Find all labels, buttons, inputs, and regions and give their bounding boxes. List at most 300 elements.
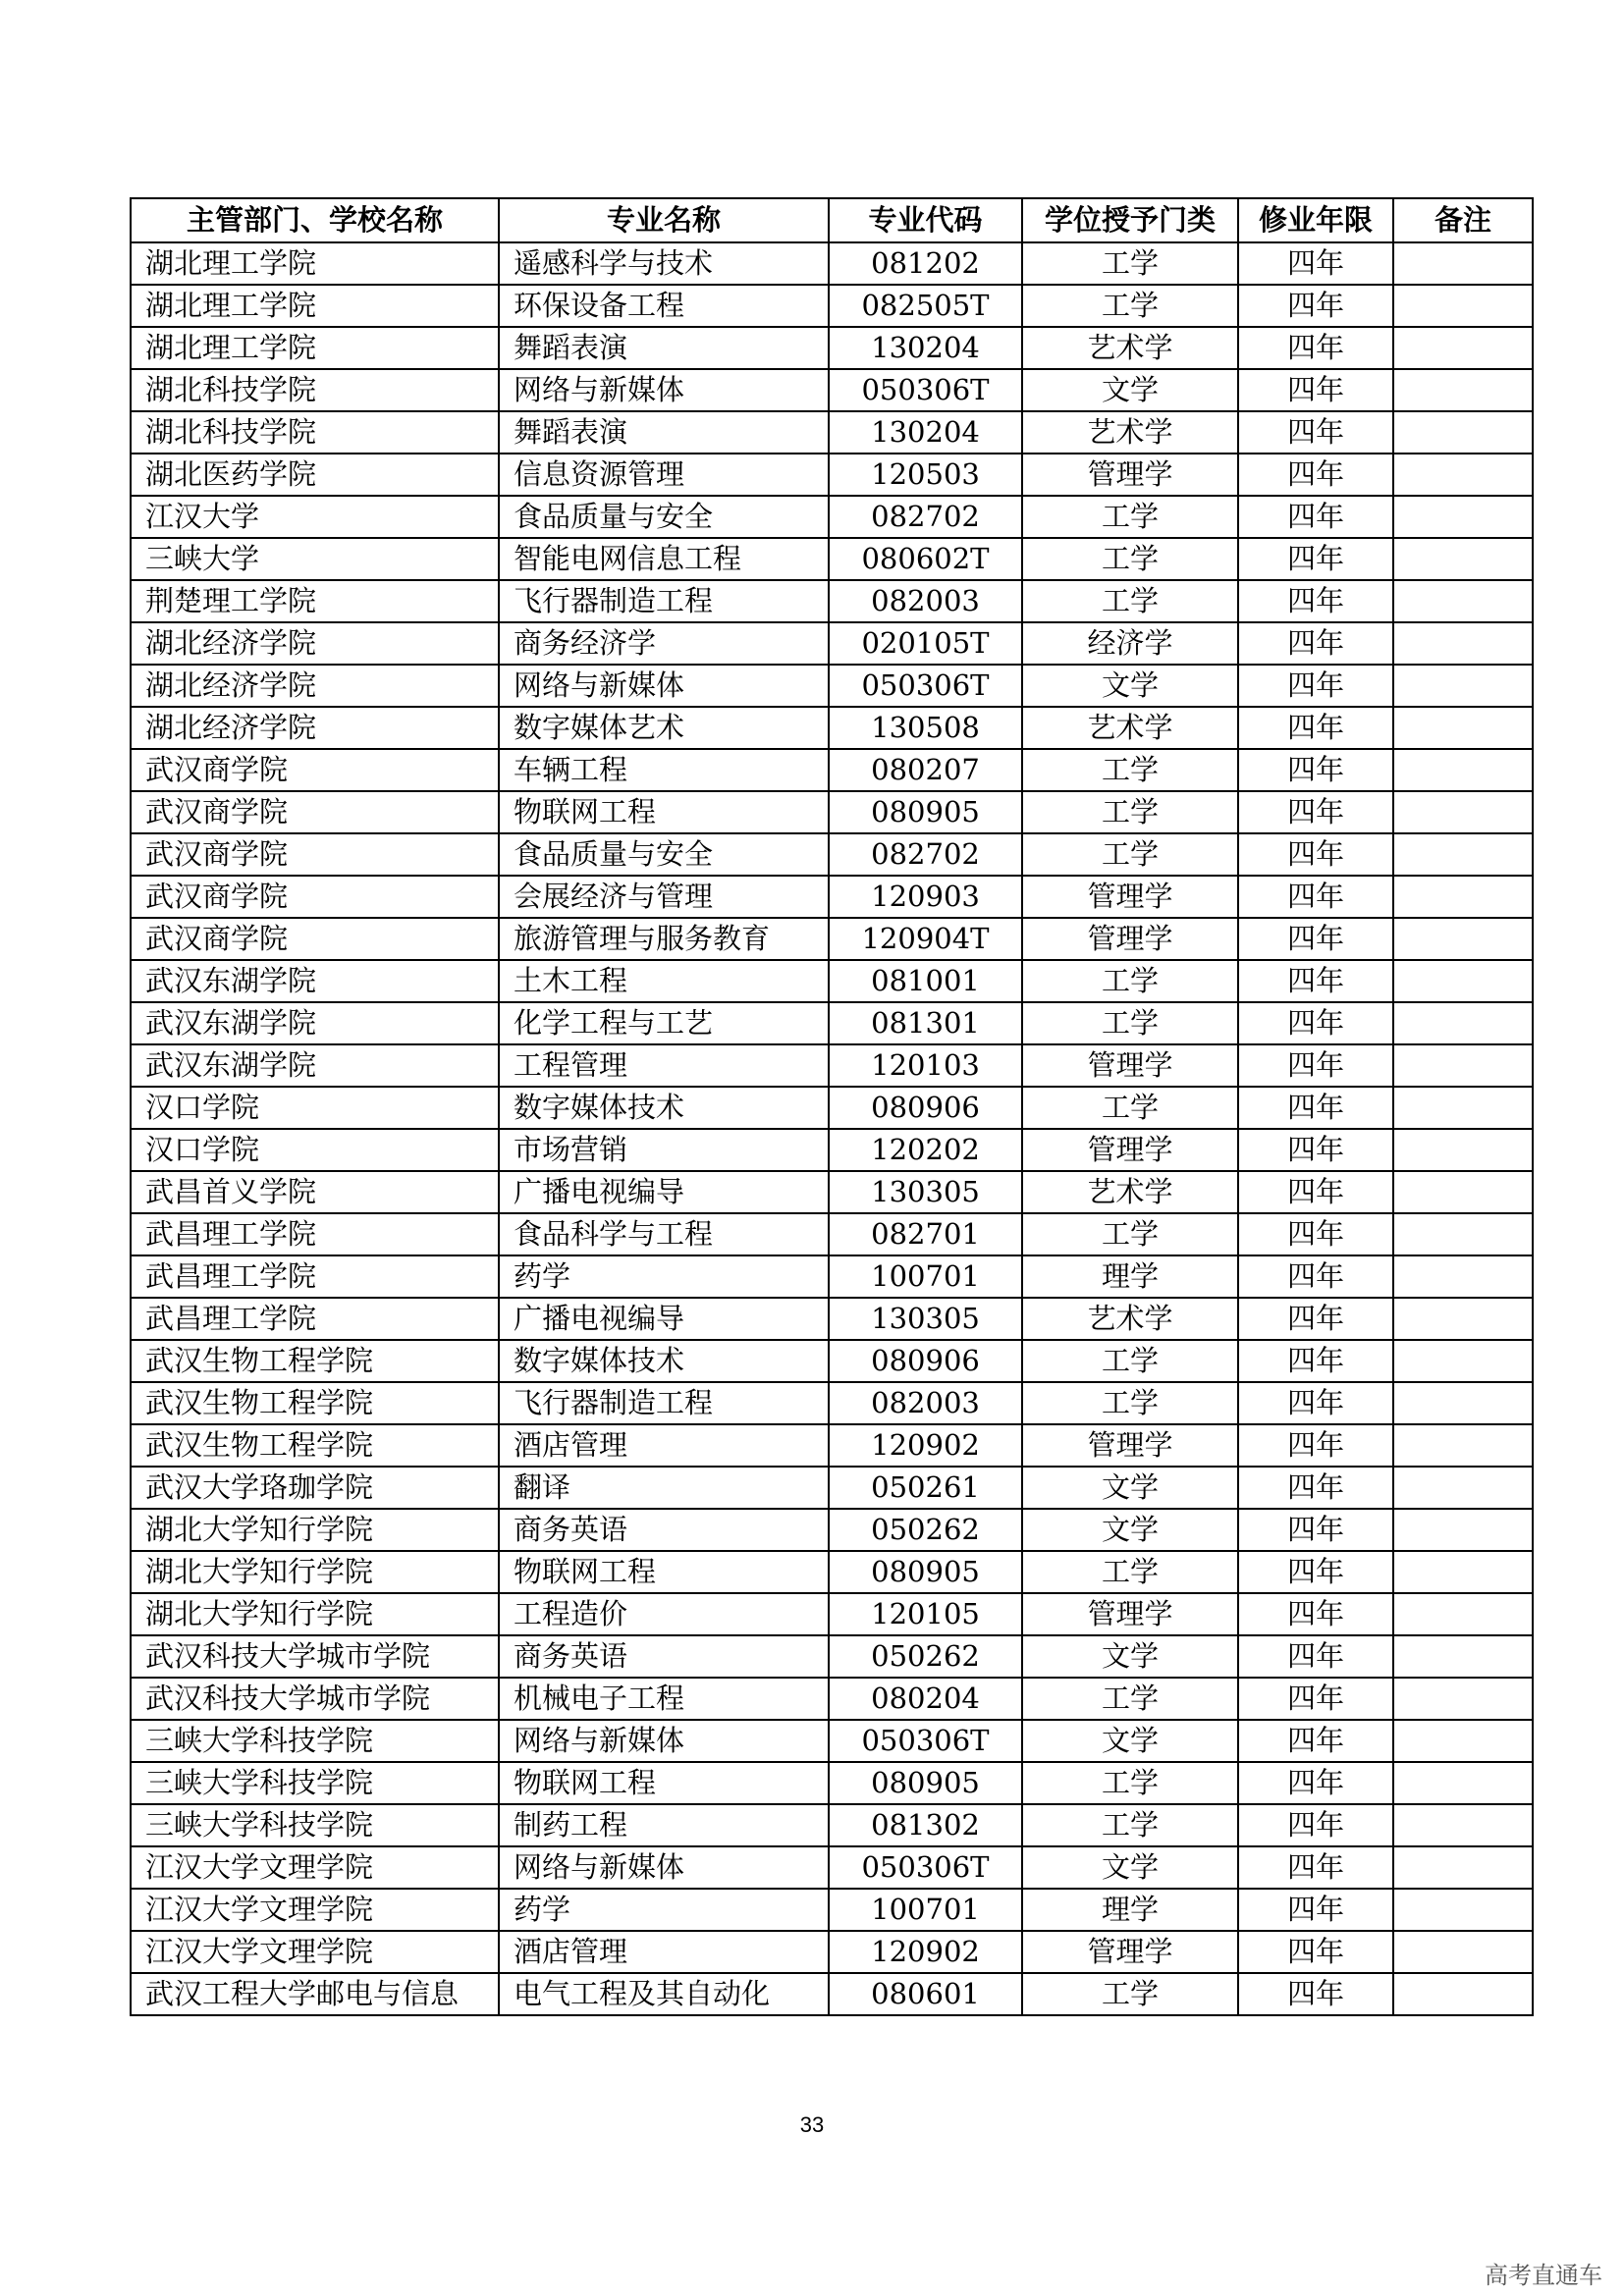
table-row: [131, 454, 1533, 496]
cell-degree: 工学: [1022, 1382, 1238, 1424]
cell-school: 武汉生物工程学院: [131, 1382, 499, 1424]
table-row: [131, 1467, 1533, 1509]
table-row: [131, 1635, 1533, 1678]
cell-years: 四年: [1238, 622, 1393, 665]
table-row: [131, 876, 1533, 918]
cell-code: 080602T: [829, 538, 1022, 580]
cell-degree: 管理学: [1022, 1424, 1238, 1467]
cell-remarks: [1393, 327, 1533, 369]
cell-school: 三峡大学: [131, 538, 499, 580]
cell-major: 环保设备工程: [499, 285, 829, 327]
cell-school: 武汉工程大学邮电与信息: [131, 1973, 499, 2015]
cell-school: 三峡大学科技学院: [131, 1804, 499, 1846]
cell-years: 四年: [1238, 1804, 1393, 1846]
cell-years: 四年: [1238, 960, 1393, 1002]
cell-remarks: [1393, 1551, 1533, 1593]
cell-major: 飞行器制造工程: [499, 1382, 829, 1424]
cell-degree: 艺术学: [1022, 327, 1238, 369]
table-row: [131, 1424, 1533, 1467]
cell-years: 四年: [1238, 538, 1393, 580]
table-row: [131, 1551, 1533, 1593]
cell-years: 四年: [1238, 1171, 1393, 1213]
cell-code: 081202: [829, 242, 1022, 285]
cell-years: 四年: [1238, 1087, 1393, 1129]
header-major: 专业名称: [499, 198, 829, 242]
header-degree: 学位授予门类: [1022, 198, 1238, 242]
cell-degree: 工学: [1022, 538, 1238, 580]
cell-years: 四年: [1238, 496, 1393, 538]
cell-code: 130204: [829, 411, 1022, 454]
cell-degree: 工学: [1022, 1551, 1238, 1593]
cell-degree: 文学: [1022, 665, 1238, 707]
cell-major: 工程造价: [499, 1593, 829, 1635]
cell-major: 商务英语: [499, 1509, 829, 1551]
cell-degree: 管理学: [1022, 918, 1238, 960]
cell-school: 武汉科技大学城市学院: [131, 1635, 499, 1678]
cell-code: 050306T: [829, 1846, 1022, 1889]
cell-school: 湖北科技学院: [131, 411, 499, 454]
cell-school: 湖北经济学院: [131, 707, 499, 749]
cell-major: 商务英语: [499, 1635, 829, 1678]
cell-school: 武汉商学院: [131, 749, 499, 791]
cell-school: 湖北医药学院: [131, 454, 499, 496]
table-row: [131, 1593, 1533, 1635]
cell-remarks: [1393, 960, 1533, 1002]
cell-code: 120103: [829, 1044, 1022, 1087]
cell-code: 120902: [829, 1424, 1022, 1467]
cell-major: 制药工程: [499, 1804, 829, 1846]
cell-major: 旅游管理与服务教育: [499, 918, 829, 960]
cell-remarks: [1393, 1509, 1533, 1551]
cell-code: 100701: [829, 1889, 1022, 1931]
cell-major: 土木工程: [499, 960, 829, 1002]
cell-code: 020105T: [829, 622, 1022, 665]
cell-years: 四年: [1238, 1889, 1393, 1931]
cell-major: 物联网工程: [499, 1762, 829, 1804]
cell-major: 化学工程与工艺: [499, 1002, 829, 1044]
cell-major: 药学: [499, 1889, 829, 1931]
cell-school: 武昌理工学院: [131, 1298, 499, 1340]
cell-remarks: [1393, 1931, 1533, 1973]
cell-major: 食品质量与安全: [499, 833, 829, 876]
cell-code: 120903: [829, 876, 1022, 918]
cell-school: 武汉科技大学城市学院: [131, 1678, 499, 1720]
table-row: [131, 1213, 1533, 1255]
table-row: [131, 411, 1533, 454]
table-row: [131, 580, 1533, 622]
cell-major: 数字媒体技术: [499, 1087, 829, 1129]
cell-code: 080207: [829, 749, 1022, 791]
cell-degree: 工学: [1022, 1340, 1238, 1382]
cell-code: 082505T: [829, 285, 1022, 327]
cell-years: 四年: [1238, 1846, 1393, 1889]
cell-remarks: [1393, 411, 1533, 454]
cell-degree: 工学: [1022, 1002, 1238, 1044]
cell-major: 酒店管理: [499, 1931, 829, 1973]
cell-remarks: [1393, 538, 1533, 580]
cell-school: 江汉大学文理学院: [131, 1931, 499, 1973]
cell-school: 江汉大学文理学院: [131, 1889, 499, 1931]
cell-years: 四年: [1238, 327, 1393, 369]
cell-remarks: [1393, 1213, 1533, 1255]
cell-remarks: [1393, 1087, 1533, 1129]
cell-remarks: [1393, 707, 1533, 749]
cell-school: 湖北理工学院: [131, 327, 499, 369]
table-row: [131, 538, 1533, 580]
header-row: [131, 198, 1533, 242]
table-row: [131, 242, 1533, 285]
cell-school: 湖北大学知行学院: [131, 1593, 499, 1635]
table-row: [131, 1171, 1533, 1213]
table-row: [131, 1509, 1533, 1551]
table-row: [131, 327, 1533, 369]
cell-years: 四年: [1238, 1931, 1393, 1973]
cell-years: 四年: [1238, 1720, 1393, 1762]
cell-code: 082003: [829, 1382, 1022, 1424]
table-row: [131, 665, 1533, 707]
cell-degree: 文学: [1022, 1635, 1238, 1678]
cell-remarks: [1393, 665, 1533, 707]
cell-degree: 文学: [1022, 369, 1238, 411]
cell-remarks: [1393, 1340, 1533, 1382]
table-row: [131, 496, 1533, 538]
cell-school: 湖北科技学院: [131, 369, 499, 411]
cell-years: 四年: [1238, 411, 1393, 454]
cell-remarks: [1393, 1889, 1533, 1931]
cell-school: 汉口学院: [131, 1087, 499, 1129]
cell-degree: 工学: [1022, 580, 1238, 622]
cell-remarks: [1393, 749, 1533, 791]
cell-years: 四年: [1238, 1635, 1393, 1678]
cell-code: 082702: [829, 496, 1022, 538]
cell-school: 湖北大学知行学院: [131, 1509, 499, 1551]
cell-school: 湖北经济学院: [131, 622, 499, 665]
table-row: [131, 833, 1533, 876]
cell-major: 车辆工程: [499, 749, 829, 791]
cell-code: 080905: [829, 1551, 1022, 1593]
cell-code: 050261: [829, 1467, 1022, 1509]
cell-remarks: [1393, 1635, 1533, 1678]
cell-years: 四年: [1238, 1509, 1393, 1551]
cell-major: 网络与新媒体: [499, 369, 829, 411]
cell-degree: 艺术学: [1022, 411, 1238, 454]
cell-code: 082701: [829, 1213, 1022, 1255]
cell-years: 四年: [1238, 1298, 1393, 1340]
cell-degree: 艺术学: [1022, 1298, 1238, 1340]
cell-years: 四年: [1238, 1382, 1393, 1424]
table-row: [131, 1931, 1533, 1973]
cell-remarks: [1393, 622, 1533, 665]
cell-years: 四年: [1238, 791, 1393, 833]
cell-school: 汉口学院: [131, 1129, 499, 1171]
cell-degree: 工学: [1022, 833, 1238, 876]
cell-degree: 管理学: [1022, 1593, 1238, 1635]
table-row: [131, 1846, 1533, 1889]
cell-major: 市场营销: [499, 1129, 829, 1171]
cell-remarks: [1393, 1129, 1533, 1171]
header-remarks: 备注: [1393, 198, 1533, 242]
cell-major: 物联网工程: [499, 1551, 829, 1593]
cell-years: 四年: [1238, 1002, 1393, 1044]
cell-years: 四年: [1238, 369, 1393, 411]
cell-major: 物联网工程: [499, 791, 829, 833]
table-row: [131, 791, 1533, 833]
cell-code: 080906: [829, 1340, 1022, 1382]
cell-code: 100701: [829, 1255, 1022, 1298]
header-code: 专业代码: [829, 198, 1022, 242]
cell-major: 网络与新媒体: [499, 1720, 829, 1762]
cell-school: 三峡大学科技学院: [131, 1720, 499, 1762]
table-row: [131, 960, 1533, 1002]
cell-degree: 理学: [1022, 1255, 1238, 1298]
cell-major: 数字媒体技术: [499, 1340, 829, 1382]
cell-degree: 工学: [1022, 791, 1238, 833]
cell-code: 120503: [829, 454, 1022, 496]
cell-degree: 管理学: [1022, 454, 1238, 496]
cell-school: 武汉商学院: [131, 791, 499, 833]
cell-major: 酒店管理: [499, 1424, 829, 1467]
table-row: [131, 1678, 1533, 1720]
cell-remarks: [1393, 1720, 1533, 1762]
cell-remarks: [1393, 1804, 1533, 1846]
cell-major: 广播电视编导: [499, 1171, 829, 1213]
cell-years: 四年: [1238, 1762, 1393, 1804]
cell-years: 四年: [1238, 749, 1393, 791]
cell-code: 080905: [829, 791, 1022, 833]
cell-degree: 工学: [1022, 749, 1238, 791]
table-row: [131, 918, 1533, 960]
cell-code: 050306T: [829, 1720, 1022, 1762]
cell-remarks: [1393, 496, 1533, 538]
cell-degree: 文学: [1022, 1467, 1238, 1509]
cell-degree: 管理学: [1022, 1044, 1238, 1087]
cell-degree: 艺术学: [1022, 707, 1238, 749]
cell-degree: 工学: [1022, 1973, 1238, 2015]
cell-major: 药学: [499, 1255, 829, 1298]
cell-code: 080204: [829, 1678, 1022, 1720]
cell-years: 四年: [1238, 1213, 1393, 1255]
cell-major: 舞蹈表演: [499, 327, 829, 369]
cell-remarks: [1393, 242, 1533, 285]
cell-code: 050306T: [829, 665, 1022, 707]
cell-remarks: [1393, 285, 1533, 327]
cell-degree: 管理学: [1022, 1129, 1238, 1171]
cell-years: 四年: [1238, 833, 1393, 876]
cell-years: 四年: [1238, 242, 1393, 285]
cell-remarks: [1393, 1044, 1533, 1087]
watermark-text: 高考直通车: [1485, 2262, 1602, 2289]
cell-degree: 文学: [1022, 1720, 1238, 1762]
cell-degree: 工学: [1022, 1678, 1238, 1720]
cell-school: 武汉大学珞珈学院: [131, 1467, 499, 1509]
header-years: 修业年限: [1238, 198, 1393, 242]
cell-school: 武汉商学院: [131, 833, 499, 876]
cell-remarks: [1393, 369, 1533, 411]
cell-code: 120105: [829, 1593, 1022, 1635]
table-header: [131, 198, 1533, 242]
cell-major: 舞蹈表演: [499, 411, 829, 454]
cell-years: 四年: [1238, 1678, 1393, 1720]
page-number: 33: [799, 2112, 825, 2137]
cell-school: 湖北经济学院: [131, 665, 499, 707]
cell-code: 081001: [829, 960, 1022, 1002]
table-row: [131, 622, 1533, 665]
cell-years: 四年: [1238, 1973, 1393, 2015]
cell-years: 四年: [1238, 454, 1393, 496]
cell-major: 电气工程及其自动化: [499, 1973, 829, 2015]
cell-major: 信息资源管理: [499, 454, 829, 496]
cell-major: 食品质量与安全: [499, 496, 829, 538]
cell-code: 080906: [829, 1087, 1022, 1129]
cell-remarks: [1393, 1846, 1533, 1889]
cell-remarks: [1393, 918, 1533, 960]
cell-remarks: [1393, 454, 1533, 496]
cell-major: 飞行器制造工程: [499, 580, 829, 622]
table-row: [131, 1087, 1533, 1129]
cell-years: 四年: [1238, 1593, 1393, 1635]
cell-major: 智能电网信息工程: [499, 538, 829, 580]
table-row: [131, 1762, 1533, 1804]
cell-code: 081302: [829, 1804, 1022, 1846]
cell-degree: 管理学: [1022, 1931, 1238, 1973]
cell-major: 商务经济学: [499, 622, 829, 665]
cell-school: 武汉东湖学院: [131, 960, 499, 1002]
cell-school: 武汉东湖学院: [131, 1002, 499, 1044]
table-row: [131, 1973, 1533, 2015]
cell-school: 荆楚理工学院: [131, 580, 499, 622]
cell-code: 050262: [829, 1509, 1022, 1551]
cell-code: 080601: [829, 1973, 1022, 2015]
cell-years: 四年: [1238, 707, 1393, 749]
cell-school: 武汉东湖学院: [131, 1044, 499, 1087]
cell-remarks: [1393, 1424, 1533, 1467]
cell-degree: 工学: [1022, 1804, 1238, 1846]
cell-major: 网络与新媒体: [499, 665, 829, 707]
cell-school: 湖北理工学院: [131, 285, 499, 327]
cell-code: 081301: [829, 1002, 1022, 1044]
cell-remarks: [1393, 1973, 1533, 2015]
cell-degree: 工学: [1022, 960, 1238, 1002]
table-body: [131, 242, 1533, 2015]
cell-school: 武昌理工学院: [131, 1213, 499, 1255]
cell-remarks: [1393, 580, 1533, 622]
cell-school: 江汉大学文理学院: [131, 1846, 499, 1889]
table-row: [131, 1002, 1533, 1044]
cell-degree: 经济学: [1022, 622, 1238, 665]
majors-table: [130, 197, 1534, 2016]
cell-degree: 工学: [1022, 1762, 1238, 1804]
cell-school: 湖北大学知行学院: [131, 1551, 499, 1593]
cell-code: 130204: [829, 327, 1022, 369]
cell-code: 120902: [829, 1931, 1022, 1973]
cell-remarks: [1393, 876, 1533, 918]
cell-remarks: [1393, 1171, 1533, 1213]
cell-years: 四年: [1238, 918, 1393, 960]
cell-degree: 艺术学: [1022, 1171, 1238, 1213]
cell-degree: 工学: [1022, 1087, 1238, 1129]
cell-major: 工程管理: [499, 1044, 829, 1087]
cell-remarks: [1393, 791, 1533, 833]
cell-degree: 文学: [1022, 1846, 1238, 1889]
cell-years: 四年: [1238, 1551, 1393, 1593]
cell-degree: 理学: [1022, 1889, 1238, 1931]
cell-major: 翻译: [499, 1467, 829, 1509]
header-school: 主管部门、学校名称: [131, 198, 499, 242]
table-row: [131, 1044, 1533, 1087]
cell-years: 四年: [1238, 285, 1393, 327]
table-row: [131, 1129, 1533, 1171]
table-row: [131, 1889, 1533, 1931]
cell-code: 082702: [829, 833, 1022, 876]
table-row: [131, 707, 1533, 749]
cell-degree: 工学: [1022, 285, 1238, 327]
cell-major: 网络与新媒体: [499, 1846, 829, 1889]
table-row: [131, 1298, 1533, 1340]
cell-remarks: [1393, 1593, 1533, 1635]
cell-years: 四年: [1238, 1129, 1393, 1171]
cell-code: 130305: [829, 1171, 1022, 1213]
cell-school: 武汉商学院: [131, 876, 499, 918]
cell-major: 数字媒体艺术: [499, 707, 829, 749]
table-row: [131, 1340, 1533, 1382]
cell-remarks: [1393, 1467, 1533, 1509]
cell-remarks: [1393, 1298, 1533, 1340]
cell-school: 湖北理工学院: [131, 242, 499, 285]
cell-school: 武昌理工学院: [131, 1255, 499, 1298]
cell-school: 武昌首义学院: [131, 1171, 499, 1213]
cell-years: 四年: [1238, 1044, 1393, 1087]
cell-years: 四年: [1238, 1424, 1393, 1467]
table-row: [131, 1804, 1533, 1846]
cell-code: 080905: [829, 1762, 1022, 1804]
cell-remarks: [1393, 1002, 1533, 1044]
cell-degree: 管理学: [1022, 876, 1238, 918]
cell-years: 四年: [1238, 665, 1393, 707]
table-row: [131, 1255, 1533, 1298]
cell-remarks: [1393, 1762, 1533, 1804]
cell-major: 机械电子工程: [499, 1678, 829, 1720]
cell-code: 050262: [829, 1635, 1022, 1678]
cell-school: 武汉生物工程学院: [131, 1424, 499, 1467]
cell-code: 120202: [829, 1129, 1022, 1171]
table-row: [131, 1382, 1533, 1424]
cell-remarks: [1393, 833, 1533, 876]
table-row: [131, 369, 1533, 411]
cell-school: 江汉大学: [131, 496, 499, 538]
cell-code: 120904T: [829, 918, 1022, 960]
cell-years: 四年: [1238, 1340, 1393, 1382]
cell-school: 三峡大学科技学院: [131, 1762, 499, 1804]
cell-code: 082003: [829, 580, 1022, 622]
cell-years: 四年: [1238, 1255, 1393, 1298]
cell-major: 食品科学与工程: [499, 1213, 829, 1255]
cell-degree: 工学: [1022, 496, 1238, 538]
cell-years: 四年: [1238, 580, 1393, 622]
cell-remarks: [1393, 1382, 1533, 1424]
cell-years: 四年: [1238, 876, 1393, 918]
cell-code: 130305: [829, 1298, 1022, 1340]
table-row: [131, 1720, 1533, 1762]
cell-degree: 工学: [1022, 1213, 1238, 1255]
table-row: [131, 749, 1533, 791]
cell-major: 遥感科学与技术: [499, 242, 829, 285]
cell-remarks: [1393, 1678, 1533, 1720]
cell-school: 武汉商学院: [131, 918, 499, 960]
cell-code: 130508: [829, 707, 1022, 749]
cell-years: 四年: [1238, 1467, 1393, 1509]
cell-major: 会展经济与管理: [499, 876, 829, 918]
cell-degree: 工学: [1022, 242, 1238, 285]
